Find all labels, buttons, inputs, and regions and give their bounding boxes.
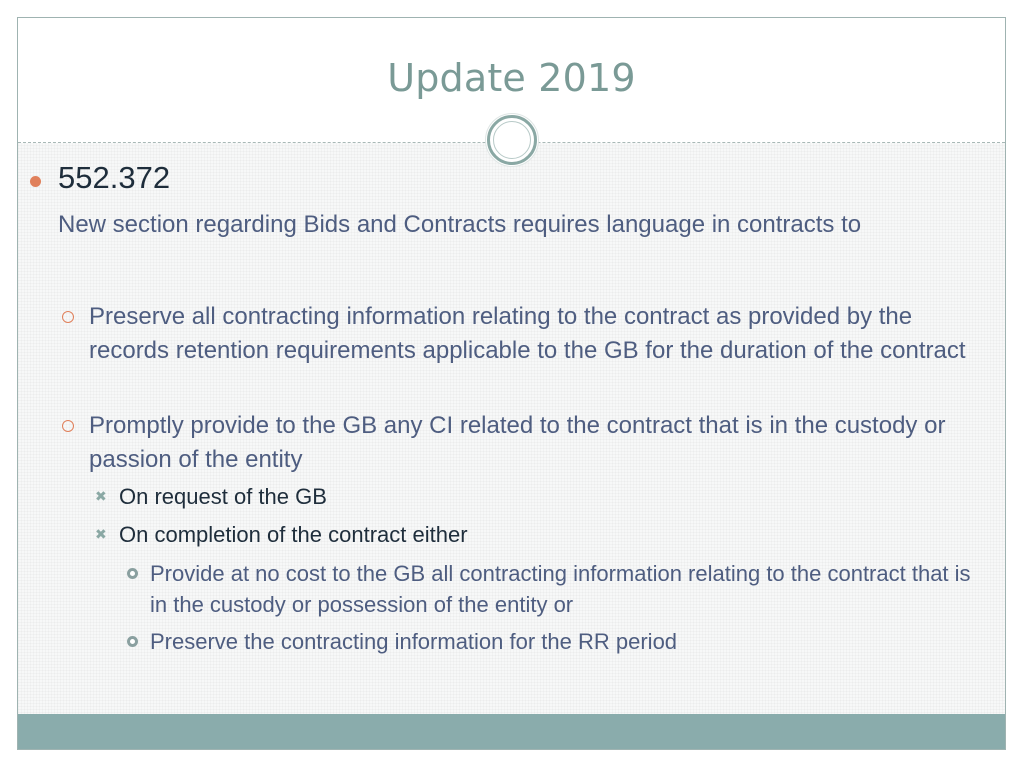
list-item: Promptly provide to the GB any CI related to the contract that is in the custody or passion of the entity <box>89 412 946 473</box>
hollow-circle-bullet-icon <box>62 420 74 432</box>
intro-paragraph: New section regarding Bids and Contracts requires language in contracts to <box>58 211 862 238</box>
ring-bullet-icon <box>127 568 138 579</box>
x-bullet-icon: ✖ <box>95 489 107 505</box>
list-item: Provide at no cost to the GB all contracting information relating to the contract that is in the custody or possession of the entity or <box>150 561 971 617</box>
section-heading: 552.372 <box>58 160 171 195</box>
list-item: Preserve all contracting information relating to the contract as provided by the records retention requirements applicable to the GB for the duration of the contract <box>89 303 966 364</box>
slide-title: Update 2019 <box>387 56 636 100</box>
ring-bullet-icon <box>127 636 138 647</box>
filled-circle-bullet-icon <box>30 176 41 187</box>
list-item: On request of the GB <box>119 484 327 509</box>
hollow-circle-bullet-icon <box>62 311 74 323</box>
list-item: Preserve the contracting information for the RR period <box>150 629 678 654</box>
x-bullet-icon: ✖ <box>95 527 107 543</box>
list-item: On completion of the contract either <box>119 522 468 547</box>
